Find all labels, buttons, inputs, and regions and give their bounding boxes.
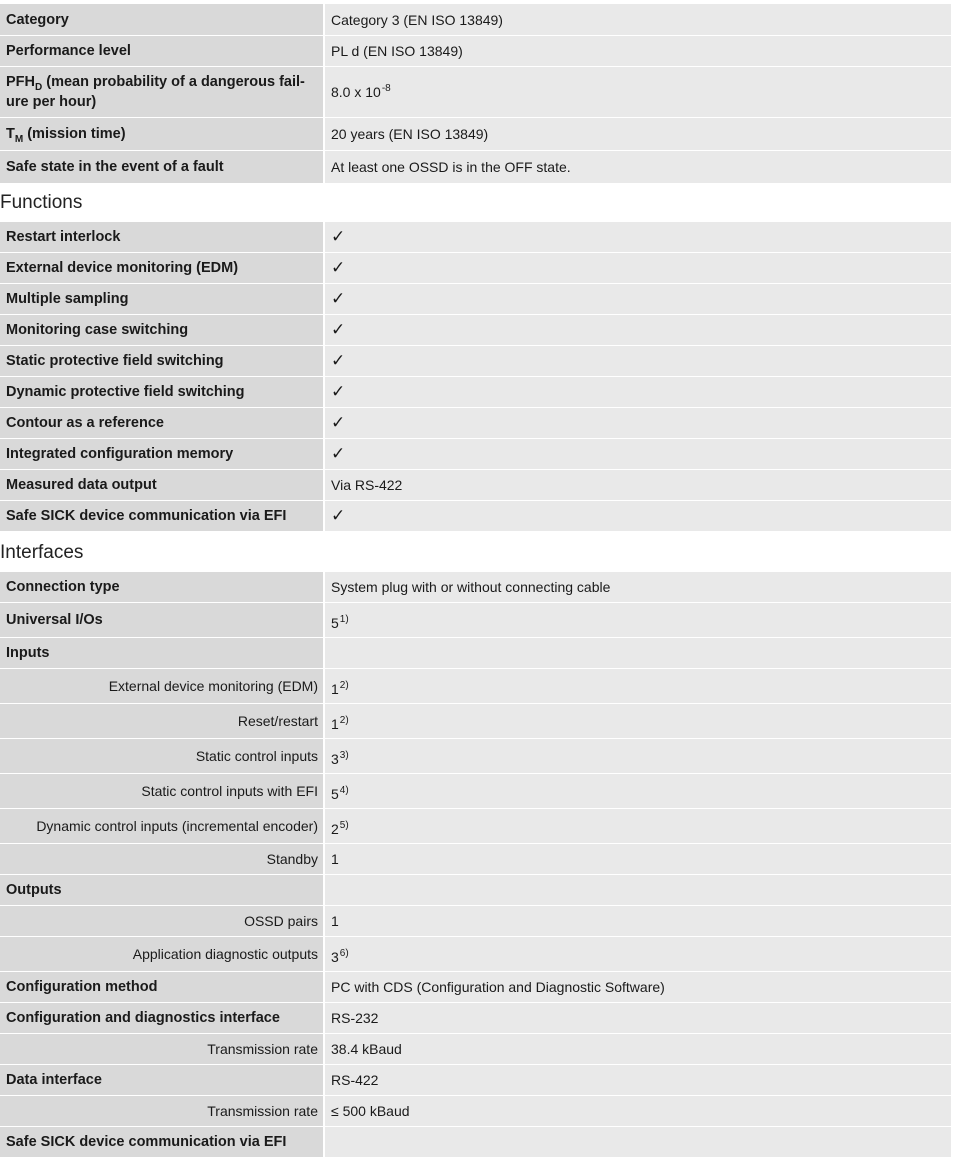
row-value: At least one OSSD is in the OFF state. xyxy=(325,151,951,183)
table-row xyxy=(0,669,951,704)
table-row xyxy=(0,875,951,906)
row-value xyxy=(325,501,951,531)
row-value xyxy=(325,1127,951,1157)
row-value xyxy=(325,284,951,314)
row-label: Configuration and diagnostics interface xyxy=(0,1003,325,1033)
table-row xyxy=(0,972,951,1003)
table-row xyxy=(0,470,951,501)
row-value xyxy=(325,253,951,283)
row-value: PC with CDS (Configuration and Diagnostic Software) xyxy=(325,972,951,1002)
checkmark-icon: ✓ xyxy=(331,382,346,401)
table-row xyxy=(0,4,951,36)
table-row xyxy=(0,36,951,67)
table-row xyxy=(0,253,951,284)
row-value xyxy=(325,638,951,668)
label-rest: (mean probability of a dangerous fail-ure per hour) xyxy=(6,74,305,110)
row-label: Connection type xyxy=(0,572,325,602)
row-value: RS-422 xyxy=(325,1065,951,1095)
table-row xyxy=(0,1127,951,1158)
row-label: Integrated configuration memory xyxy=(0,439,325,469)
row-label: Dynamic control inputs (incremental encoder) xyxy=(0,809,325,843)
value-number: 3 xyxy=(331,751,339,767)
row-value: PL d (EN ISO 13849) xyxy=(325,36,951,66)
row-label: Configuration method xyxy=(0,972,325,1002)
value-exponent: -8 xyxy=(381,83,391,95)
table-row xyxy=(0,501,951,532)
row-label: Dynamic protective field switching xyxy=(0,377,325,407)
row-value: 38.4 kBaud xyxy=(325,1034,951,1064)
footnote-ref: 5) xyxy=(339,820,349,832)
row-label: Monitoring case switching xyxy=(0,315,325,345)
table-row xyxy=(0,638,951,669)
footnote-ref: 1) xyxy=(339,614,349,626)
functions-table xyxy=(0,222,951,532)
row-value xyxy=(325,669,951,703)
row-label: Universal I/Os xyxy=(0,603,325,637)
value-number: 1 xyxy=(331,716,339,732)
row-value xyxy=(325,346,951,376)
table-row xyxy=(0,1065,951,1096)
table-row xyxy=(0,315,951,346)
row-value xyxy=(325,937,951,971)
checkmark-icon: ✓ xyxy=(331,258,346,277)
interfaces-table xyxy=(0,572,951,1158)
table-row xyxy=(0,603,951,638)
row-label xyxy=(0,118,325,150)
table-row xyxy=(0,67,951,118)
row-value: Via RS-422 xyxy=(325,470,951,500)
table-row xyxy=(0,937,951,972)
table-row xyxy=(0,377,951,408)
table-row xyxy=(0,408,951,439)
row-label: Reset/restart xyxy=(0,704,325,738)
table-row xyxy=(0,704,951,739)
table-row xyxy=(0,906,951,937)
label-subscript: D xyxy=(35,81,43,93)
checkmark-icon: ✓ xyxy=(331,506,346,525)
table-row xyxy=(0,222,951,253)
table-row xyxy=(0,739,951,774)
row-value: System plug with or without connecting cable xyxy=(325,572,951,602)
table-row xyxy=(0,151,951,184)
checkmark-icon: ✓ xyxy=(331,320,346,339)
table-row xyxy=(0,118,951,151)
table-row xyxy=(0,439,951,470)
row-label: Contour as a reference xyxy=(0,408,325,438)
row-label: Static control inputs with EFI xyxy=(0,774,325,808)
label-main: PFH xyxy=(6,74,35,90)
footnote-ref: 6) xyxy=(339,948,349,960)
row-label: Safe state in the event of a fault xyxy=(0,151,325,183)
row-value xyxy=(325,704,951,738)
row-label: Standby xyxy=(0,844,325,874)
row-value xyxy=(325,809,951,843)
row-value xyxy=(325,408,951,438)
row-value xyxy=(325,315,951,345)
row-label: Transmission rate xyxy=(0,1096,325,1126)
row-value: 1 xyxy=(325,844,951,874)
label-rest: (mission time) xyxy=(23,126,126,142)
row-label: OSSD pairs xyxy=(0,906,325,936)
table-row xyxy=(0,1034,951,1065)
row-value xyxy=(325,774,951,808)
value-number: 3 xyxy=(331,949,339,965)
row-value: 1 xyxy=(325,906,951,936)
safety-specs-table xyxy=(0,4,951,184)
section-title-functions: Functions xyxy=(0,192,83,213)
row-label: Safe SICK device communication via EFI xyxy=(0,501,325,531)
footnote-ref: 2) xyxy=(339,715,349,727)
row-value xyxy=(325,739,951,773)
row-label: Outputs xyxy=(0,875,325,905)
table-row xyxy=(0,774,951,809)
row-value xyxy=(325,377,951,407)
value-number: 5 xyxy=(331,615,339,631)
row-label: External device monitoring (EDM) xyxy=(0,669,325,703)
row-value: Category 3 (EN ISO 13849) xyxy=(325,4,951,35)
row-value xyxy=(325,875,951,905)
checkmark-icon: ✓ xyxy=(331,351,346,370)
checkmark-icon: ✓ xyxy=(331,413,346,432)
row-label: Data interface xyxy=(0,1065,325,1095)
row-value xyxy=(325,222,951,252)
table-row xyxy=(0,572,951,603)
row-value xyxy=(325,67,951,117)
footnote-ref: 4) xyxy=(339,785,349,797)
row-value: 20 years (EN ISO 13849) xyxy=(325,118,951,150)
label-subscript: M xyxy=(14,133,24,145)
table-row xyxy=(0,346,951,377)
row-label: Static control inputs xyxy=(0,739,325,773)
table-row xyxy=(0,809,951,844)
row-label: Category xyxy=(0,4,325,35)
footnote-ref: 2) xyxy=(339,680,349,692)
section-title-interfaces: Interfaces xyxy=(0,542,84,563)
table-row xyxy=(0,1003,951,1034)
table-row xyxy=(0,844,951,875)
row-value: RS-232 xyxy=(325,1003,951,1033)
row-label: External device monitoring (EDM) xyxy=(0,253,325,283)
row-label: Multiple sampling xyxy=(0,284,325,314)
label-main: T xyxy=(6,126,15,142)
value-number: 1 xyxy=(331,681,339,697)
row-label: Safe SICK device communication via EFI xyxy=(0,1127,325,1157)
row-label: Restart interlock xyxy=(0,222,325,252)
footnote-ref: 3) xyxy=(339,750,349,762)
checkmark-icon: ✓ xyxy=(331,289,346,308)
row-value: ≤ 500 kBaud xyxy=(325,1096,951,1126)
table-row xyxy=(0,1096,951,1127)
value-number: 2 xyxy=(331,821,339,837)
row-label: Transmission rate xyxy=(0,1034,325,1064)
row-label xyxy=(0,67,325,117)
row-value xyxy=(325,603,951,637)
checkmark-icon: ✓ xyxy=(331,444,346,463)
value-base: 8.0 x 10 xyxy=(331,84,381,100)
table-row xyxy=(0,284,951,315)
row-label: Performance level xyxy=(0,36,325,66)
row-label: Inputs xyxy=(0,638,325,668)
row-label: Measured data output xyxy=(0,470,325,500)
row-value xyxy=(325,439,951,469)
row-label: Application diagnostic outputs xyxy=(0,937,325,971)
row-label: Static protective field switching xyxy=(0,346,325,376)
value-number: 5 xyxy=(331,786,339,802)
checkmark-icon: ✓ xyxy=(331,227,346,246)
